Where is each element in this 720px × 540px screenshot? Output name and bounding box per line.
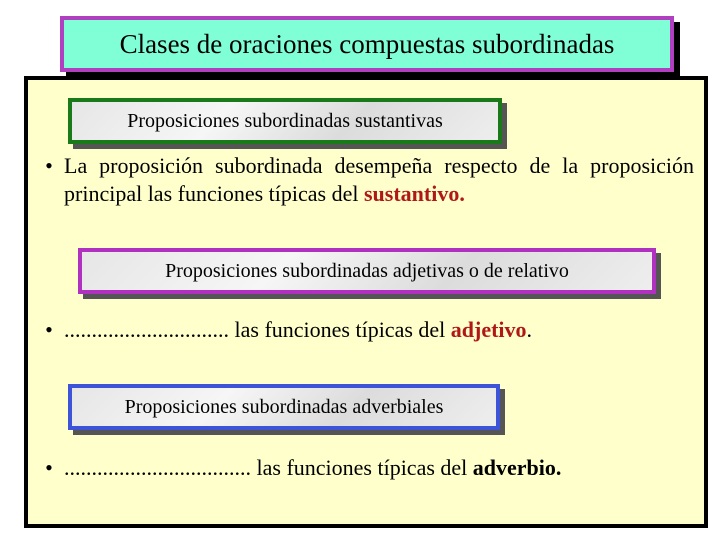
bullet-adjetivas-text: [64, 316, 694, 344]
bullet-adverbiales: [34, 454, 694, 482]
heading-sustantivas-text: Proposiciones subordinadas sustantivas: [127, 109, 443, 132]
bullet-dot: •: [45, 455, 53, 480]
bullet-adverbiales-body: .................................. las funciones típicas del: [64, 455, 473, 480]
keyword-adverbio: adverbio.: [472, 455, 562, 480]
keyword-adjetivo: adjetivo: [450, 317, 527, 342]
keyword-sustantivo: sustantivo.: [363, 181, 465, 206]
bullet-adjetivas-body: .............................. las funciones típicas del: [64, 317, 451, 342]
bullet-sustantivas-text: [64, 152, 694, 208]
bullet-adjetivas: [34, 316, 694, 344]
heading-adverbiales: [68, 384, 500, 430]
bullet-sustantivas: [34, 152, 694, 208]
slide-title: [60, 16, 674, 72]
bullet-dot: •: [45, 153, 53, 178]
heading-adjetivas-text: Proposiciones subordinadas adjetivas o de relativo: [165, 259, 569, 282]
heading-adverbiales-text: Proposiciones subordinadas adverbiales: [124, 395, 444, 418]
heading-sustantivas: [68, 98, 502, 144]
slide-title-text: Clases de oraciones compuestas subordinadas: [119, 28, 615, 59]
heading-adjetivas: [78, 248, 656, 294]
content-panel: [24, 76, 708, 528]
bullet-sustantivas-body: La proposición subordinada desempeña respecto de la proposición principal las funciones típicas del: [64, 153, 694, 206]
bullet-adjetivas-trailing: .: [526, 317, 533, 342]
bullet-adverbiales-text: [64, 454, 694, 482]
bullet-dot: •: [45, 317, 53, 342]
